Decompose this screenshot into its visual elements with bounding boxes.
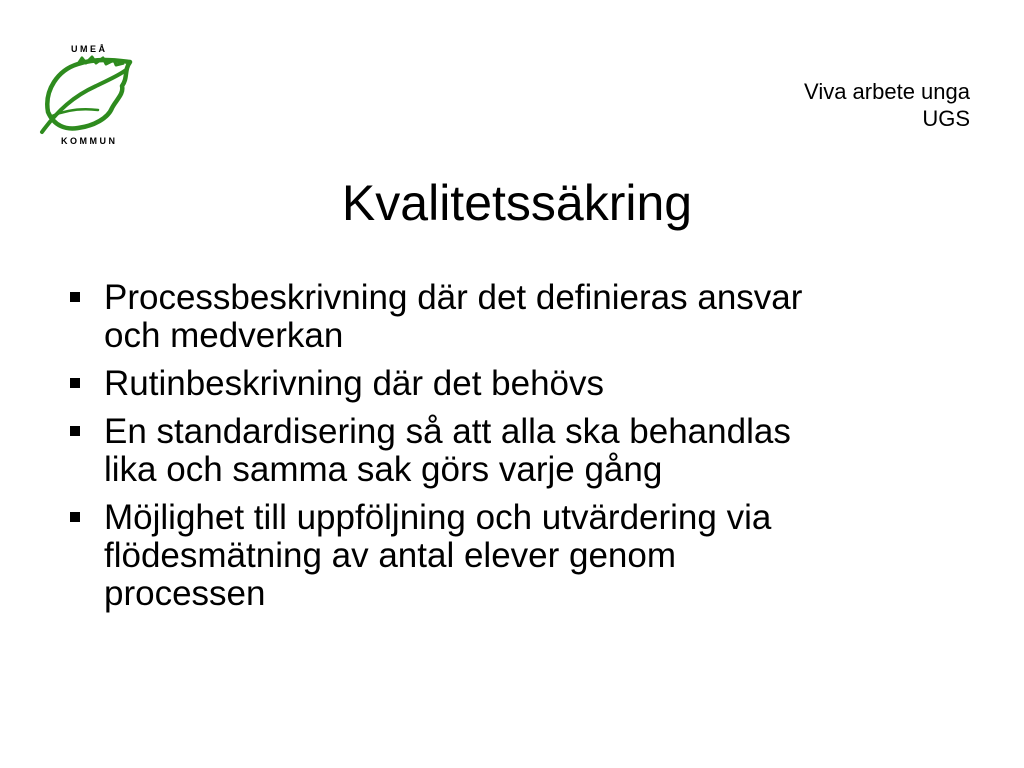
slide-title: Kvalitetssäkring: [341, 175, 693, 231]
bullet-text-line: flödesmätning av antal elever genom: [104, 536, 677, 575]
bullet-text-line: processen: [104, 574, 266, 613]
header-line-1: Viva arbete unga: [804, 79, 970, 104]
bullet-item: [70, 279, 970, 355]
square-bullet-icon: [70, 426, 80, 436]
bullet-text-line: lika och samma sak görs varje gång: [104, 450, 663, 489]
square-bullet-icon: [70, 512, 80, 522]
bullet-text-line: Processbeskrivning där det definieras ansvar: [104, 278, 803, 317]
square-bullet-icon: [70, 378, 80, 388]
square-bullet-icon: [70, 292, 80, 302]
leaf-icon: [38, 40, 138, 148]
bullet-text-line: Möjlighet till uppföljning och utvärdering via: [104, 498, 772, 537]
bullet-text-line: En standardisering så att alla ska behandlas: [104, 412, 791, 451]
bullet-list: [70, 279, 970, 623]
header-line-2: UGS: [922, 106, 970, 131]
bullet-text-line: och medverkan: [104, 316, 344, 355]
leaf-outline: [47, 60, 130, 128]
bullet-item: [70, 499, 970, 613]
header-subtitle: [804, 78, 970, 132]
bullet-text-line: Rutinbeskrivning där det behövs: [104, 364, 605, 403]
bullet-item: [70, 413, 970, 489]
bullet-item: [70, 365, 970, 403]
logo-top-text: U M E Å: [70, 44, 106, 54]
umea-kommun-logo: [38, 40, 138, 148]
logo-bottom-text: K O M M U N: [61, 136, 115, 146]
